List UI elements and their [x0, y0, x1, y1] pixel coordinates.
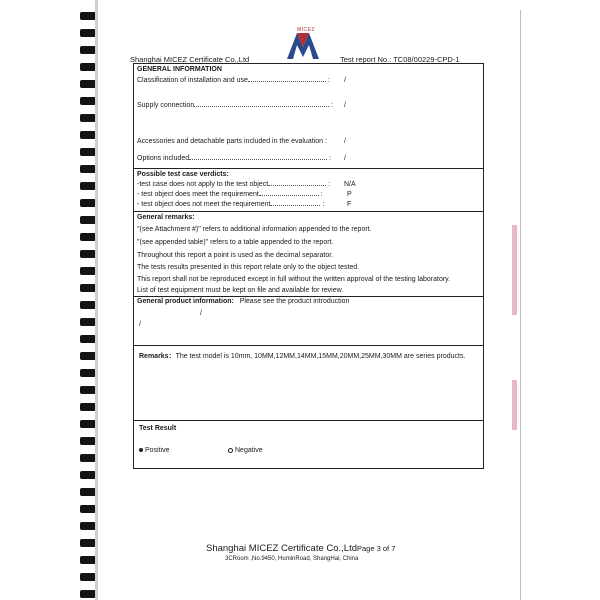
verdict-label: -test case does not apply to the test object : [137, 181, 331, 188]
binder-ring [80, 114, 96, 122]
divider [133, 420, 483, 421]
binder-ring [80, 63, 96, 71]
divider [133, 211, 483, 212]
product-info-slash: / [200, 310, 202, 317]
binder-ring [80, 590, 96, 598]
binder-ring [80, 556, 96, 564]
binder-ring [80, 216, 96, 224]
binder-ring [80, 29, 96, 37]
verdict-label: - test object does not meet the requirement : [137, 201, 325, 208]
divider [133, 296, 483, 297]
remark-line: "(see appended table)" refers to a table appended to the report. [137, 239, 334, 246]
verdict-value: N/A [344, 181, 356, 188]
logo-text: MICEZ [297, 27, 316, 33]
page-edge [95, 0, 98, 600]
binder-ring [80, 165, 96, 173]
empty-circle-icon [228, 448, 233, 453]
binder-ring [80, 573, 96, 581]
result-positive: Positive [139, 447, 170, 454]
binder-ring [80, 454, 96, 462]
remark-line: "(see Attachment #)" refers to additional information appended to the report. [137, 226, 372, 233]
info-row-label: Supply connection : [137, 102, 334, 109]
binder-ring [80, 148, 96, 156]
remark-line: List of test equipment must be kept on file and available for review. [137, 287, 344, 294]
binder-ring [80, 352, 96, 360]
binder-ring [80, 471, 96, 479]
general-remarks-title: General remarks: [137, 214, 195, 221]
remark-line: This report shall not be reproduced except in full without the written approval of the testing laboratory. [137, 276, 451, 283]
info-row-value: / [344, 138, 346, 145]
binder-ring [80, 539, 96, 547]
footer-company: Shanghai MICEZ Certificate Co.,Ltd [206, 543, 358, 554]
info-row-label: Accessories and detachable parts included in the evaluation : [137, 138, 327, 145]
binder-ring [80, 199, 96, 207]
binder-ring [80, 182, 96, 190]
binder-ring [80, 233, 96, 241]
binder-ring [80, 250, 96, 258]
binder-ring [80, 335, 96, 343]
remarks: Remarks：The test model is 10mm, 10MM,12MM,14MM,15MM,20MM,25MM,30MM are series products. [139, 353, 466, 360]
binder-ring [80, 420, 96, 428]
remark-line: Throughout this report a point is used as the decimal separator. [137, 252, 334, 259]
footer-page-number: Page 3 of 7 [357, 544, 396, 553]
filled-circle-icon [139, 448, 143, 452]
info-row-label: Classification of installation and use : [137, 77, 330, 84]
info-row-value: / [344, 155, 346, 162]
verdict-value: F [347, 201, 352, 208]
binder-ring [80, 505, 96, 513]
binder-ring [80, 97, 96, 105]
remark-line: The tests results presented in this report relate only to the object tested. [137, 264, 360, 271]
header-report-number: Test report No.: TC08/00229-CPD-1 [340, 55, 460, 64]
verdict-label: - test object does meet the requirement : [137, 191, 323, 198]
binder-ring [80, 369, 96, 377]
verdict-value: P [347, 191, 352, 198]
edge-stain [512, 380, 517, 430]
binder-ring [80, 12, 96, 20]
info-row-label: Options included : [137, 155, 332, 162]
binder-ring [80, 318, 96, 326]
product-info: General product information: Please see the product introduction [137, 298, 350, 305]
verdicts-title: Possible test case verdicts: [137, 171, 229, 178]
binder-ring [80, 386, 96, 394]
footer-address: 3CRoom ,No.9450, HuminRoad, ShangHai, China [225, 556, 359, 562]
divider [133, 168, 483, 169]
general-information-title: GENERAL INFORMATION [137, 66, 222, 73]
edge-stain [512, 225, 517, 315]
binder-ring [80, 488, 96, 496]
binder-ring [80, 301, 96, 309]
binder-ring [80, 131, 96, 139]
info-row-value: / [344, 102, 346, 109]
test-result-title: Test Result [139, 425, 177, 432]
header-company: Shanghai MICEZ Certificate Co.,Ltd [130, 55, 250, 64]
binder-ring [80, 267, 96, 275]
result-negative: Negative [228, 447, 263, 454]
binder-ring [80, 80, 96, 88]
info-row-value: / [344, 77, 346, 84]
binder-ring [80, 284, 96, 292]
binder-ring [80, 46, 96, 54]
binder-ring [80, 437, 96, 445]
product-info-slash: / [139, 321, 141, 328]
divider [133, 345, 483, 346]
binder-ring [80, 522, 96, 530]
binder-ring [80, 403, 96, 411]
